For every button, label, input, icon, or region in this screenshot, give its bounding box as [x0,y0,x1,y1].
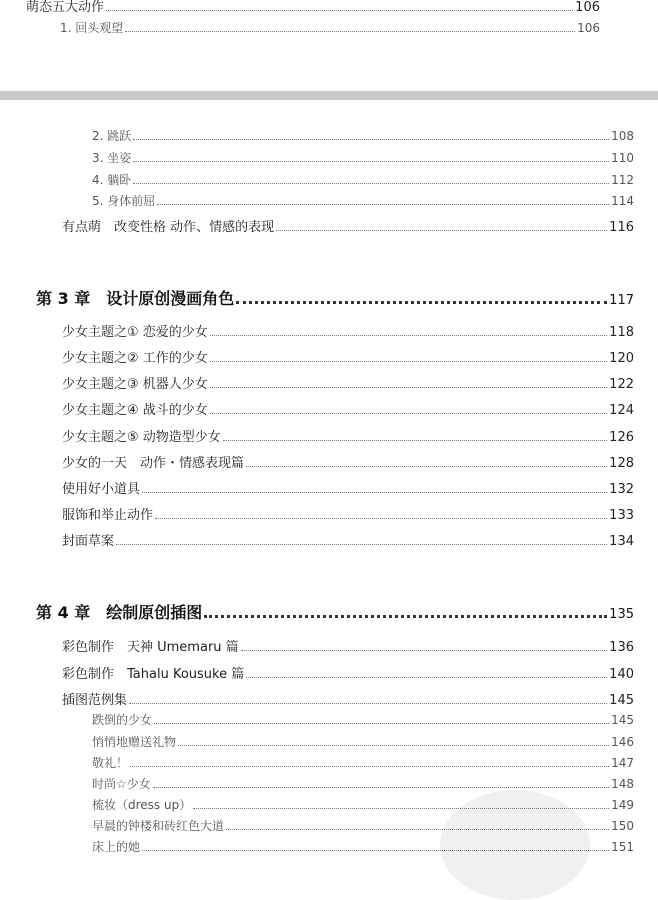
entry-title: 少女主题之② 工作的少女 [62,351,208,366]
dot-leader [125,31,575,32]
toc-entry [62,373,634,392]
entry-title: 时尚☆少女 [92,777,151,791]
entry-page: 110 [611,151,634,165]
chapter-heading [36,286,634,309]
dot-leader [241,650,608,651]
dot-leader [226,829,609,830]
dot-leader [246,466,607,467]
page-divider-band [0,91,658,100]
toc-entry [62,478,634,497]
dot-leader [142,850,609,851]
dot-leader [210,387,607,388]
entry-title: 使用好小道具 [62,482,141,497]
dot-leader [210,413,607,414]
entry-page: 112 [611,173,634,187]
entry-page: 148 [611,777,634,791]
entry-page: 133 [609,508,634,523]
toc-entry [62,216,634,235]
entry-page: 108 [611,129,634,143]
dot-leader [133,183,609,184]
toc-entry [62,530,634,549]
entry-page: 126 [609,430,634,445]
entry-page: 124 [609,403,634,418]
toc-entry [62,347,634,366]
entry-title: 插图范例集 [62,693,128,708]
dot-leader [246,677,607,678]
entry-title: 封面草案 [62,534,115,549]
entry-page: 150 [611,819,634,833]
entry-title: 敬礼！ [92,756,129,770]
dot-leader [178,745,609,746]
entry-page: 132 [609,482,634,497]
dot-leader [193,808,609,809]
dot-leader [204,615,607,618]
dot-leader [154,723,609,724]
toc-entry [62,426,634,445]
dot-leader [236,301,607,304]
toc-entry [62,321,634,340]
entry-page: 122 [609,377,634,392]
entry-title: 少女主题之③ 机器人少女 [62,377,208,392]
toc-entry [92,711,634,728]
entry-title: 悄悄地赠送礼物 [92,735,177,749]
entry-title: 3. 坐姿 [92,151,132,165]
entry-page: 128 [609,456,634,471]
dot-leader [130,766,609,767]
entry-title: 少女的一天 动作・情感表现篇 [62,456,245,471]
toc-entry [62,663,634,682]
entry-page: 106 [577,21,600,35]
toc-entry [92,127,634,144]
toc-entry [62,689,634,708]
toc-entry [62,504,634,523]
toc-entry [92,733,634,750]
dot-leader [157,204,609,205]
entry-page: 134 [609,534,634,549]
entry-title: 跌倒的少女 [92,713,153,727]
dot-leader [210,361,607,362]
dot-leader [155,518,607,519]
entry-title: 1. 回头观望 [60,21,124,35]
entry-page: 149 [611,798,634,812]
entry-page: 116 [609,220,634,235]
entry-page: 120 [609,351,634,366]
chapter-heading [36,600,634,623]
toc-entry [92,775,634,792]
entry-title: 5. 身体前屈 [92,194,156,208]
dot-leader [153,787,609,788]
dot-leader [106,10,573,11]
dot-leader [142,492,607,493]
chapter-page: 117 [609,293,634,308]
entry-page: 140 [609,667,634,682]
entry-page: 145 [611,713,634,727]
toc-entry [92,796,634,813]
dot-leader [133,139,609,140]
entry-title: 4. 躺卧 [92,173,132,187]
entry-page: 145 [609,693,634,708]
entry-page: 136 [609,640,634,655]
toc-entry [92,817,634,834]
toc-entry [62,399,634,418]
entry-page: 151 [611,840,634,854]
chapter-title: 第 3 章 设计原创漫画角色 [36,289,235,308]
toc-entry [92,192,634,209]
entry-title: 少女主题之① 恋爱的少女 [62,325,208,340]
entry-title: 彩色制作 天神 Umemaru 篇 [62,640,239,655]
dot-leader [129,703,607,704]
entry-page: 114 [611,194,634,208]
toc-entry [92,838,634,855]
entry-title: 早晨的钟楼和砖红色大道 [92,819,225,833]
entry-title: 少女主题之④ 战斗的少女 [62,403,208,418]
chapter-title: 第 4 章 绘制原创插图 [36,603,203,622]
chapter-page: 135 [609,607,634,622]
entry-title: 服饰和举止动作 [62,508,154,523]
entry-title: 彩色制作 Tahalu Kousuke 篇 [62,667,245,682]
toc-entry [26,0,600,15]
entry-title: 有点萌 改变性格 动作、情感的表现 [62,220,275,235]
dot-leader [116,544,607,545]
dot-leader [133,161,609,162]
toc-entry [62,636,634,655]
entry-page: 146 [611,735,634,749]
entry-title: 床上的她 [92,840,141,854]
entry-title: 梳妆（dress up） [92,798,192,812]
dot-leader [210,335,607,336]
entry-page: 147 [611,756,634,770]
entry-page: 118 [609,325,634,340]
entry-title: 萌态五大动作 [26,0,105,15]
entry-page: 106 [575,0,600,15]
toc-entry [92,149,634,166]
toc-entry [92,171,634,188]
toc-entry [60,19,600,36]
entry-title: 少女主题之⑤ 动物造型少女 [62,430,221,445]
toc-entry [62,452,634,471]
entry-title: 2. 跳跃 [92,129,132,143]
dot-leader [276,230,607,231]
dot-leader [223,440,607,441]
toc-entry [92,754,634,771]
